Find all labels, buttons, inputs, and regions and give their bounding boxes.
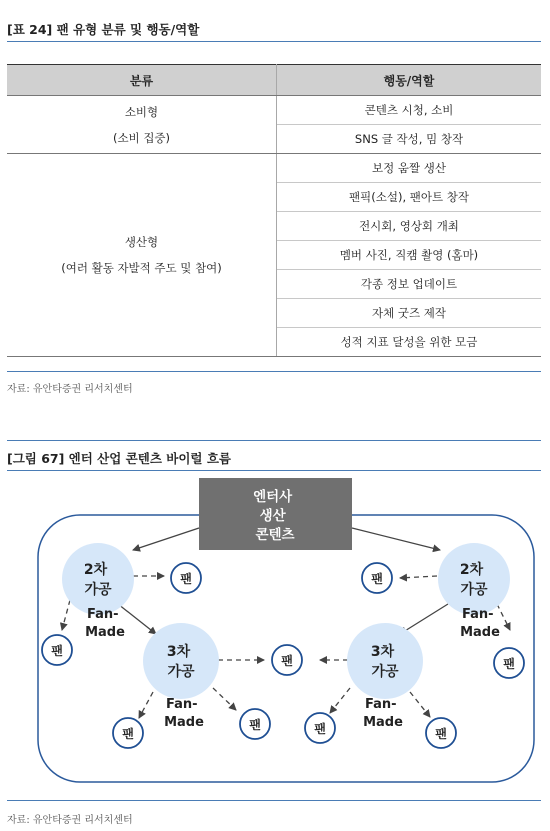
svg-text:팬: 팬: [281, 654, 293, 668]
arrow-3rd-left-to-fan-b: [213, 688, 236, 710]
fanmade-label: Fan- Made: [363, 697, 403, 730]
table-row: [7, 96, 541, 125]
category-desc: (소비 집중): [112, 130, 171, 145]
fan-node: [272, 645, 302, 675]
fanmade-label: Fan- Made: [164, 697, 204, 730]
svg-text:팬: 팬: [435, 727, 447, 741]
category-producer: [7, 154, 277, 357]
arrow-producer-left: [133, 528, 199, 550]
header-category: 분류: [7, 65, 277, 96]
role-cell: 성적 지표 달성을 위한 모금: [277, 328, 542, 357]
fan-node: [426, 718, 456, 748]
svg-text:팬: 팬: [51, 644, 63, 658]
fan-node: [362, 563, 392, 593]
fanmade-label: Fan- Made: [460, 607, 500, 640]
fan-type-table: [7, 64, 541, 357]
arrow-2nd-to-3rd-right: [400, 604, 448, 634]
category-name: 생산형: [124, 235, 159, 249]
svg-text:3차 가공: 3차 가공: [166, 644, 195, 680]
arrow-3rd-right-to-fan-a: [330, 688, 350, 713]
figure-source: 자료: 유안타증권 리서치센터: [7, 815, 133, 826]
table-caption: [표 24] 팬 유형 분류 및 행동/역할: [7, 22, 200, 37]
svg-text:2차 가공: 2차 가공: [459, 562, 488, 598]
svg-text:팬: 팬: [314, 722, 326, 736]
role-cell: 전시회, 영상회 개최: [277, 212, 542, 241]
table-source: 자료: 유안타증권 리서치센터: [7, 384, 133, 395]
secondary-node-left: [62, 543, 134, 615]
fan-node: [171, 563, 201, 593]
header-role: 행동/역할: [277, 65, 542, 96]
tertiary-node-right: [347, 623, 423, 699]
figure-bottom-rule: [7, 800, 541, 801]
fan-node: [240, 709, 270, 739]
viral-flow-diagram: [0, 470, 550, 795]
category-desc: (여러 활동 자발적 주도 및 참여): [61, 261, 222, 275]
table-bottom-rule: [7, 371, 541, 372]
svg-text:2차 가공: 2차 가공: [83, 562, 112, 598]
fan-node: [113, 718, 143, 748]
secondary-node-right: [438, 543, 510, 615]
category-name: 소비형: [124, 104, 159, 119]
table-row: [7, 154, 541, 183]
svg-text:팬: 팬: [371, 572, 383, 586]
role-cell: 팬픽(소설), 팬아트 창작: [277, 183, 542, 212]
fan-node: [494, 648, 524, 678]
arrow-3rd-left-to-fan-a: [139, 692, 153, 718]
figure-caption: [그림 67] 엔터 산업 콘텐츠 바이럴 흐름: [7, 451, 231, 466]
svg-text:팬: 팬: [503, 657, 515, 671]
figure-top-rule: [7, 440, 541, 441]
role-cell: 콘텐츠 시청, 소비: [277, 96, 542, 125]
arrow-2nd-right-to-fan: [400, 576, 437, 578]
arrow-3rd-right-to-fan-b: [410, 692, 430, 717]
table-header-row: [7, 65, 541, 96]
arrow-2nd-left-to-edge-fan: [62, 600, 70, 630]
arrow-producer-right: [352, 528, 440, 550]
tertiary-node-left: [143, 623, 219, 699]
fan-node: [305, 713, 335, 743]
producer-label: 엔터사 생산 콘텐츠: [253, 489, 295, 543]
role-cell: 멤버 사진, 직캠 촬영 (홈마): [277, 241, 542, 270]
role-cell: 보정 움짤 생산: [277, 154, 542, 183]
svg-text:팬: 팬: [122, 727, 134, 741]
category-consumer: [7, 96, 277, 154]
fanmade-label: Fan- Made: [85, 607, 125, 640]
role-cell: SNS 글 작성, 밈 창작: [277, 125, 542, 154]
svg-text:3차 가공: 3차 가공: [370, 644, 399, 680]
svg-text:팬: 팬: [249, 718, 261, 732]
svg-text:팬: 팬: [180, 572, 192, 586]
role-cell: 각종 정보 업데이트: [277, 270, 542, 299]
caption-rule: [7, 41, 541, 42]
fan-node: [42, 635, 72, 665]
role-cell: 자체 굿즈 제작: [277, 299, 542, 328]
